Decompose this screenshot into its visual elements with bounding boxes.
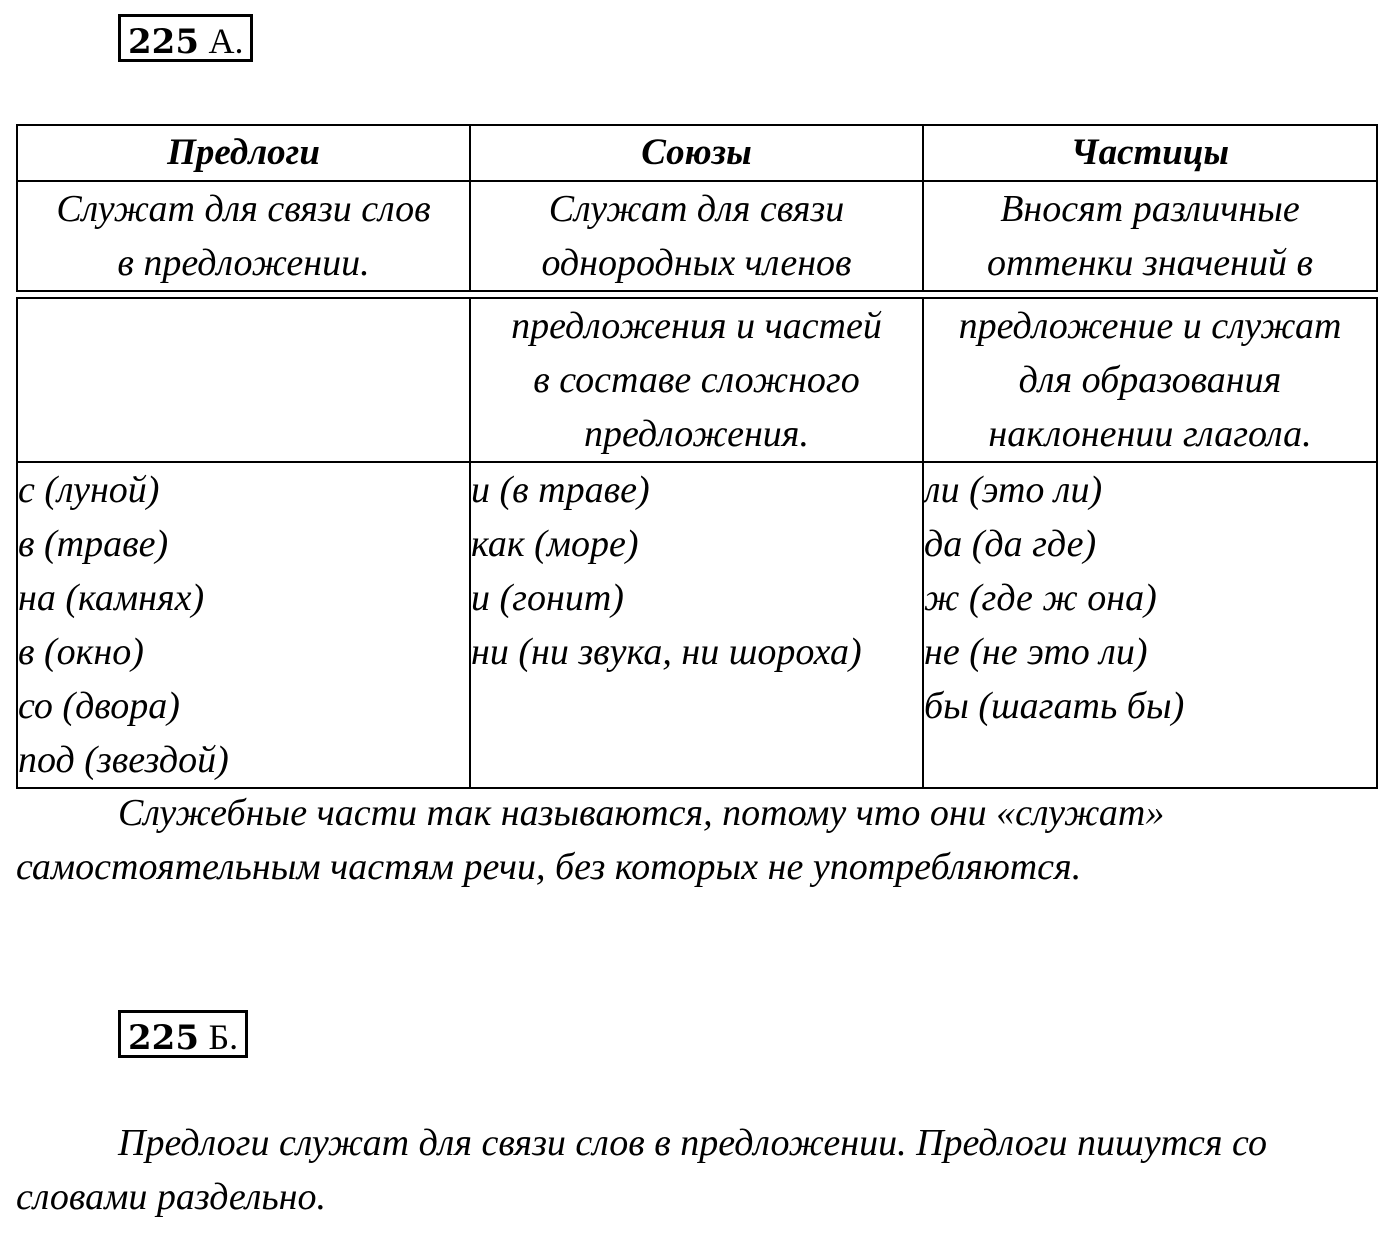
parts-of-speech-table-top: [16, 124, 1378, 292]
parts-of-speech-table-bottom: [16, 297, 1378, 789]
desc-line: предложение и служат: [958, 305, 1342, 347]
example-item: в (окно): [18, 631, 144, 673]
exercise-number: 225: [128, 22, 199, 62]
example-item: под (звездой): [18, 739, 229, 781]
desc-line: оттенки значений в: [987, 242, 1313, 284]
example-item: не (не это ли): [924, 631, 1148, 673]
header-particles: Частицы: [923, 125, 1377, 181]
desc-line: в составе сложного: [533, 359, 860, 401]
example-item: на (камнях): [18, 577, 205, 619]
example-item: и (в траве): [471, 469, 650, 511]
example-item: ж (где ж она): [924, 577, 1157, 619]
examples-prepositions: [17, 462, 470, 788]
examples-conjunctions: [470, 462, 923, 788]
header-prepositions: Предлоги: [17, 125, 470, 181]
example-item: да (да где): [924, 523, 1097, 565]
example-item: ли (это ли): [924, 469, 1103, 511]
desc-line: для образования: [1018, 359, 1282, 401]
exercise-letter: Б.: [208, 1017, 239, 1057]
table-description-continued-row: [17, 298, 1377, 462]
desc-line: Вносят различные: [1000, 188, 1300, 230]
examples-particles: [923, 462, 1377, 788]
header-conjunctions: Союзы: [470, 125, 923, 181]
table-header-row: [17, 125, 1377, 181]
example-item: бы (шагать бы): [924, 685, 1185, 727]
example-item: со (двора): [18, 685, 180, 727]
desc-line: предложения и частей: [511, 305, 882, 347]
conclusion-paragraph-b: Предлоги служат для связи слов в предложении. Предлоги пишутся со словами раздельно.: [16, 1122, 1267, 1218]
exercise-letter: А.: [208, 21, 244, 61]
exercise-number: 225: [128, 1018, 199, 1058]
desc-particles-cont: [923, 298, 1377, 462]
desc-line: Служат для связи: [548, 188, 845, 230]
exercise-number-225b: [118, 1010, 248, 1058]
desc-line: в предложении.: [117, 242, 370, 284]
desc-line: Служат для связи слов: [56, 188, 431, 230]
conclusion-paragraph-a: Служебные части так называются, потому что они «служат» самостоятельным частям речи, без которых не употребляются.: [16, 792, 1165, 888]
example-item: ни (ни звука, ни шороха): [471, 631, 862, 673]
desc-particles: [923, 181, 1377, 291]
table-examples-row: [17, 462, 1377, 788]
example-item: и (гонит): [471, 577, 624, 619]
desc-line: однородных членов: [541, 242, 852, 284]
exercise-number-225a: [118, 14, 253, 62]
desc-line: предложения.: [584, 413, 809, 455]
example-item: с (луной): [18, 469, 160, 511]
desc-prepositions-cont: [17, 298, 470, 462]
desc-line: наклонении глагола.: [988, 413, 1312, 455]
desc-prepositions: [17, 181, 470, 291]
example-item: как (море): [471, 523, 639, 565]
example-item: в (траве): [18, 523, 169, 565]
desc-conjunctions-cont: [470, 298, 923, 462]
table-description-row: [17, 181, 1377, 291]
desc-conjunctions: [470, 181, 923, 291]
